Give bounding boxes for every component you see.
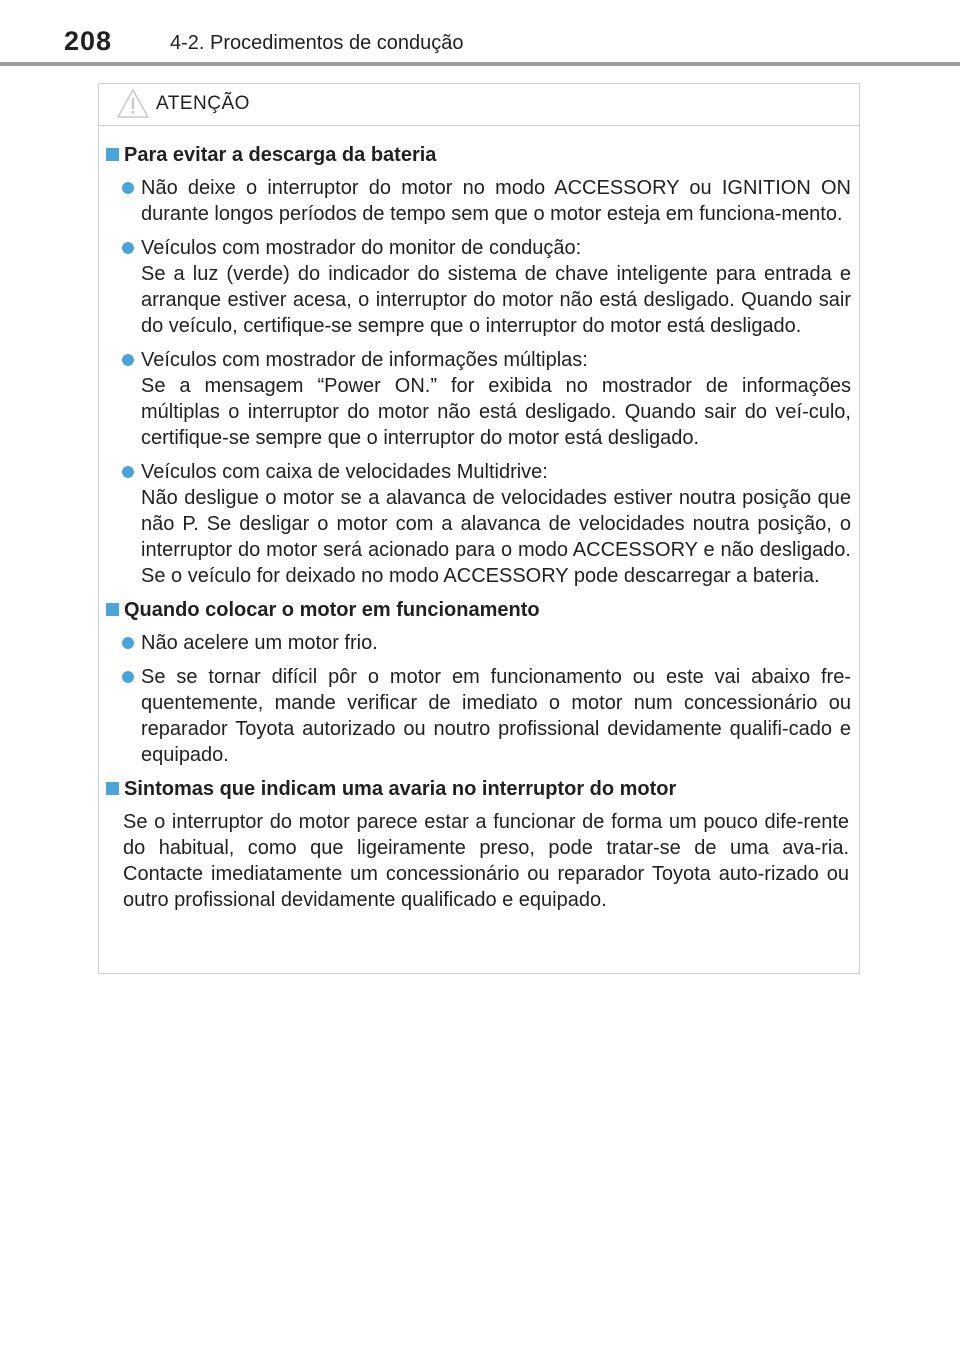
list-item bbox=[99, 347, 859, 451]
warning-box bbox=[98, 83, 860, 974]
section-heading bbox=[99, 597, 859, 623]
section-heading bbox=[99, 776, 859, 802]
square-bullet-icon bbox=[106, 782, 119, 795]
circle-bullet-icon bbox=[122, 466, 134, 478]
paragraph-text: Se o interruptor do motor parece estar a funcionar de forma um pouco dife-rente do habitual, como que ligeiramente preso, pode tratar-se de uma ava-ria. Contacte imediatamente um concessionário ou reparador Toyota auto-rizado ou outro profissional devidamente qualificado e equipado. bbox=[123, 811, 849, 911]
list-item-text: Veículos com mostrador do monitor de condução: bbox=[141, 237, 582, 259]
circle-bullet-icon bbox=[122, 242, 134, 254]
warning-body bbox=[99, 142, 859, 913]
circle-bullet-icon bbox=[122, 671, 134, 683]
list-item-text: Não desligue o motor se a alavanca de velocidades estiver noutra posição que não P. Se desligar o motor com a alavanca de velocidades noutra posição, o interruptor do motor será acionado para o modo ACCESSORY e não desligado. Se o veículo for deixado no modo ACCESSORY pode descarregar a bateria. bbox=[141, 487, 851, 587]
header-rule bbox=[0, 62, 960, 66]
list-item-text: Se a luz (verde) do indicador do sistema de chave inteligente para entrada e arranque estiver acesa, o interruptor do motor não está desligado. Quando sair do veículo, certifique-se sempre que o interruptor do motor está desligado. bbox=[141, 263, 851, 337]
list-item bbox=[99, 235, 859, 339]
list-item-text: Não deixe o interruptor do motor no modo ACCESSORY ou IGNITION ON durante longos períodos de tempo sem que o motor esteja em funciona-mento. bbox=[141, 177, 851, 225]
warning-header bbox=[99, 84, 859, 126]
list-item-text: Se a mensagem “Power ON.” for exibida no mostrador de informações múltiplas o interruptor do motor não está desligado. Quando sair do veí-culo, certifique-se sempre que o interruptor do motor está desligado. bbox=[141, 375, 851, 449]
list-item bbox=[99, 664, 859, 768]
warning-triangle-icon bbox=[116, 88, 150, 120]
list-item-text: Se se tornar difícil pôr o motor em funcionamento ou este vai abaixo fre-quentemente, mande verificar de imediato o motor num concessionário ou reparador Toyota autorizado ou noutro profissional devidamente qualifi-cado e equipado. bbox=[141, 666, 851, 766]
list-item bbox=[99, 459, 859, 589]
section-heading-text: Para evitar a descarga da bateria bbox=[124, 144, 437, 166]
list-item-text: Não acelere um motor frio. bbox=[141, 632, 378, 654]
list-item bbox=[99, 175, 859, 227]
square-bullet-icon bbox=[106, 148, 119, 161]
square-bullet-icon bbox=[106, 603, 119, 616]
circle-bullet-icon bbox=[122, 637, 134, 649]
list-item bbox=[99, 630, 859, 656]
list-item-text: Veículos com caixa de velocidades Multidrive: bbox=[141, 461, 548, 483]
page-number: 208 bbox=[64, 26, 113, 56]
section-heading-text: Quando colocar o motor em funcionamento bbox=[124, 599, 540, 621]
page-header bbox=[0, 0, 960, 70]
circle-bullet-icon bbox=[122, 354, 134, 366]
circle-bullet-icon bbox=[122, 182, 134, 194]
section-paragraph bbox=[99, 809, 859, 913]
section-title: 4-2. Procedimentos de condução bbox=[170, 32, 464, 54]
warning-label: ATENÇÃO bbox=[156, 93, 250, 114]
section-heading-text: Sintomas que indicam uma avaria no interruptor do motor bbox=[124, 778, 677, 800]
section-heading bbox=[99, 142, 859, 168]
list-item-text: Veículos com mostrador de informações múltiplas: bbox=[141, 349, 588, 371]
